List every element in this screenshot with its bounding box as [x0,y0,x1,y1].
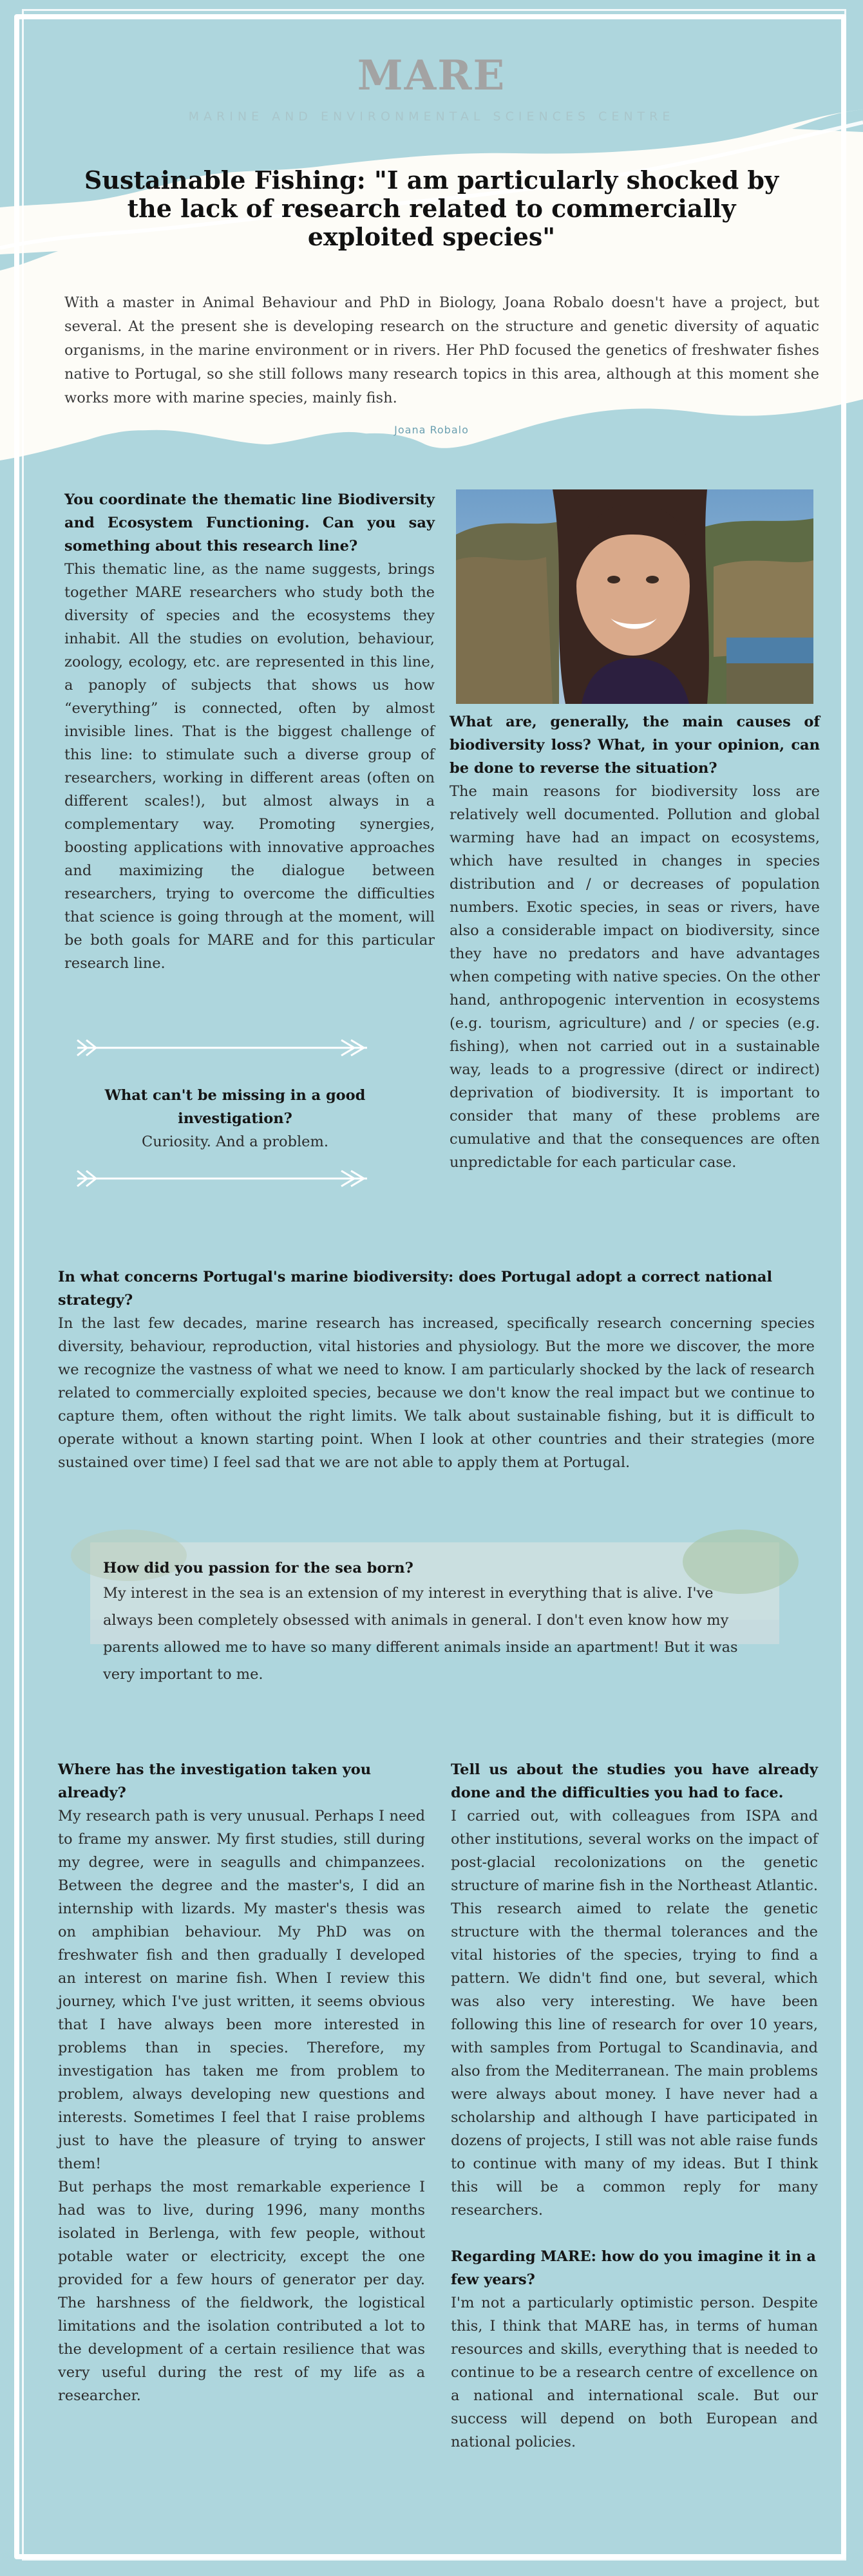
photo-credit: Joana Robalo [394,424,469,436]
answer-part-2: But perhaps the most remarkable experience I had was to live, during 1996, many months isolated in Berlenga, with few people, without potable water or electricity, except the one provided for a few hours of generator per day. The harshness of the fieldwork, the logistical limitations and the isolation contributed a lot to the development of a certain resilience that was very useful during the rest of my life as a researcher. [58,2179,425,2404]
question: Tell us about the studies you have already done and the difficulties you had to face. [451,1761,818,1801]
question: How did you passion for the sea born? [103,1560,413,1577]
answer: This thematic line, as the name suggests, brings together MARE researchers who study both the diversity of species and the ecosystems they inhabit. All the studies on evolution, behaviour, zoology, ecology, etc. are represented in this line, a panoply of subjects that shows us how “everything” is connected, often by almost invisible lines. That is the biggest challenge of this line: to stimulate such a diverse group of researchers, working in different areas (often on different scales!), but almost always in a complementary way. Promoting synergies, boosting applications with innovative approaches and maximizing the dialogue between researchers, trying to overcome the difficulties that science is going through at the moment, will be both goals for MARE and for this particular research line. [64,561,435,972]
interview-block-studies [451,1758,818,2454]
question: Where has the investigation taken you already? [58,1761,372,1801]
interview-block-biodiversity-loss [450,710,820,1174]
page-title: Sustainable Fishing: "I am particularly shocked by the lack of research related to commercially exploited species" [84,166,779,251]
logo-subtitle: MARINE AND ENVIRONMENTAL SCIENCES CENTRE [188,109,675,124]
mare-logo: MARE [357,52,506,100]
answer-part-1: My research path is very unusual. Perhaps I need to frame my answer. My first studies, still during my degree, were in seagulls and chimpanzees. Between the degree and the master's, I did an internship with lizards. My master's thesis was on amphibian behaviour. My PhD was on freshwater fish and then gradually I developed an interest on marine fish. When I review this journey, which I've just written, it seems obvious that I have always been more interested in problems than in species. Therefore, my investigation has taken me from problem to problem, always developing new questions and interests. Sometimes I feel that I raise problems just to have the pleasure of trying to answer them! [58,1808,425,2172]
pull-quote-answer: Curiosity. And a problem. [142,1133,328,1150]
answer: I carried out, with colleagues from ISPA and other institutions, several works on the impact of post-glacial recolonizations on the genetic structure of marine fish in the Northeast Atlantic. This research aimed to relate the genetic structure with the thermal tolerances and the vital histories of the species, trying to find a pattern. We didn't find one, but several, which was also very interesting. We have been following this line of research for over 10 years, with samples from Portugal to Scandinavia, and also from the Mediterranean. The main problems were always about money. I have never had a scholarship and although I have participated in dozens of projects, I still was not able raise funds to continue with many of my ideas. But I think this will be a common reply for many researchers. [451,1808,818,2219]
question-mare-future: Regarding MARE: how do you imagine it in a few years? [451,2248,816,2288]
pull-quote [90,1084,380,1153]
answer: The main reasons for biodiversity loss are relatively well documented. Pollution and global warming have had an impact on ecosystems, which have resulted in changes in species distribution and / or decreases of population numbers. Exotic species, in seas or rivers, have also a considerable impact on biodiversity, since they have no predators and have advantages when competing with native species. On the other hand, anthropogenic intervention in ecosystems (e.g. tourism, agriculture) and / or species (e.g. fishing), when not carried out in a sustainable way, leads to a progressive (direct or indirect) deprivation of biodiversity. It is important to consider that many of these problems are cumulative and that the consequences are often unpredictable for each particular case. [450,783,820,1171]
question: In what concerns Portugal's marine biodiversity: does Portugal adopt a correct national strategy? [58,1269,773,1309]
interview-block-investigation-path [58,1758,425,2407]
question: What are, generally, the main causes of biodiversity loss? What, in your opinion, can be done to reverse the situation? [450,714,820,777]
decorative-arrow-bottom [71,1169,374,1188]
pull-quote-question: What can't be missing in a good investigation? [104,1087,366,1127]
interview-block-national-strategy [58,1265,815,1474]
decorative-arrow-top [71,1038,374,1057]
question: You coordinate the thematic line Biodiversity and Ecosystem Functioning. Can you say something about this research line? [64,491,435,554]
portrait-photo [456,489,813,704]
highlight-box [90,1542,779,1683]
answer: In the last few decades, marine research has increased, specifically research concerning species diversity, behaviour, reproduction, vital histories and physiology. But the more we discover, the more we recognize the vastness of what we need to know. I am particularly shocked by the lack of research related to commercially exploited species, because we don't know the real impact but we continue to capture them, often without the right limits. We talk about sustainable fishing, but it is difficult to operate without a known starting point. When I look at other countries and their strategies (more sustained over time) I feel sad that we are not able to apply them at Portugal. [58,1315,815,1471]
answer-mare-future: I'm not a particularly optimistic person. Despite this, I think that MARE has, in terms of human resources and skills, everything that is needed to continue to be a research centre of excellence on a national and international scale. But our success will depend on both European and national policies. [451,2295,818,2450]
portrait-illustration [456,489,813,704]
intro-paragraph: With a master in Animal Behaviour and PhD in Biology, Joana Robalo doesn't have a project, but several. At the present she is developing research on the structure and genetic diversity of aquatic organisms, in the marine environment or in rivers. Her PhD focused the genetics of freshwater fishes native to Portugal, so she still follows many research topics in this area, although at this moment she works more with marine species, mainly fish. [64,294,819,406]
answer: My interest in the sea is an extension of my interest in everything that is alive. I've always been completely obsessed with animals in general. I don't even know how my parents allowed me to have so many different animals inside an apartment! But it was very important to me. [103,1585,738,1683]
interview-block-research-line [64,488,435,975]
